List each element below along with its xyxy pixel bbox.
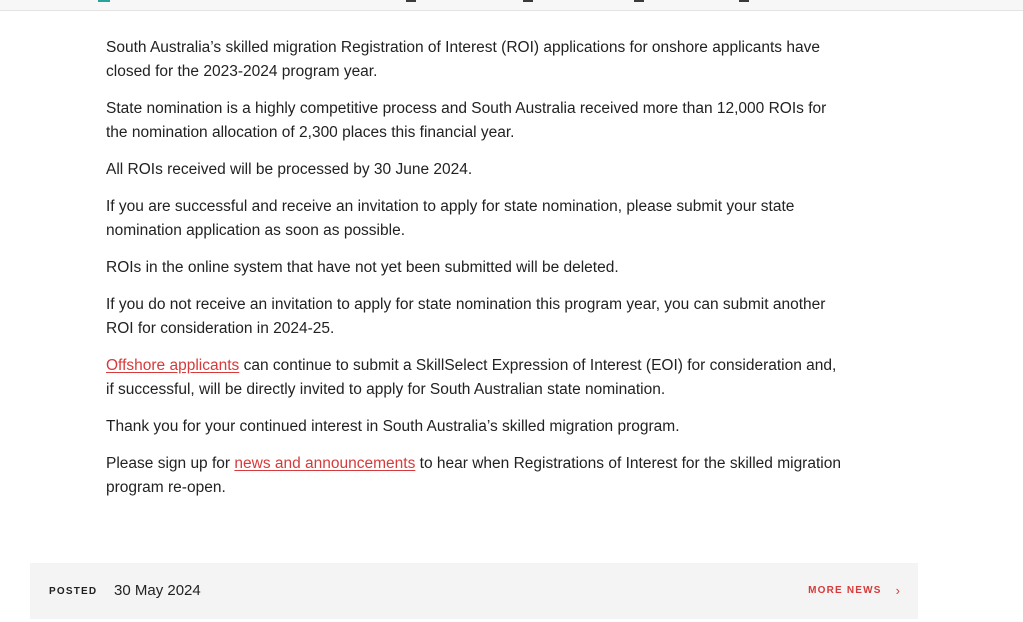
nav-marker-active [98, 0, 110, 2]
paragraph-competitive-process: State nomination is a highly competitive process and South Australia received more than 12,000 ROIs for the nomination allocation of 2,300 places this financial year. [106, 100, 827, 141]
more-news-label: MORE NEWS [808, 585, 882, 596]
nav-marker [634, 0, 644, 2]
sign-up-text-after: to hear when Registrations of Interest for the skilled migration program re-open. [106, 455, 841, 496]
sign-up-text-before: Please sign up for [106, 455, 235, 472]
more-news-link[interactable] [808, 582, 900, 598]
nav-marker [739, 0, 749, 2]
posted-date: 30 May 2024 [114, 582, 201, 599]
paragraph-offshore [106, 354, 846, 402]
offshore-applicants-link[interactable]: Offshore applicants [106, 357, 240, 374]
paragraph-next-year: If you do not receive an invitation to apply for state nomination this program year, you can submit another ROI for consideration in 2024-25. [106, 296, 826, 337]
nav-marker [406, 0, 416, 2]
paragraph-processing-date: All ROIs received will be processed by 30 June 2024. [106, 161, 473, 178]
paragraph-deletion: ROIs in the online system that have not yet been submitted will be deleted. [106, 259, 619, 276]
top-navigation-bar [0, 0, 1023, 11]
paragraph-invitation: If you are successful and receive an invitation to apply for state nomination, please submit your state nomination application as soon as possible. [106, 198, 795, 239]
paragraph-thank-you: Thank you for your continued interest in South Australia’s skilled migration program. [106, 418, 680, 435]
offshore-paragraph-text: can continue to submit a SkillSelect Expression of Interest (EOI) for consideration and, if successful, will be directly invited to apply for South Australian state nomination. [106, 357, 837, 398]
nav-marker [523, 0, 533, 2]
chevron-right-icon: › [895, 582, 900, 598]
paragraph-sign-up [106, 452, 846, 500]
post-meta-bar [30, 563, 918, 619]
paragraph-roi-closed: South Australia’s skilled migration Registration of Interest (ROI) applications for onshore applicants have closed for the 2023-2024 program year. [106, 39, 820, 80]
article-body [106, 36, 846, 513]
news-announcements-link[interactable]: news and announcements [234, 455, 416, 472]
posted-label: POSTED [49, 586, 98, 597]
